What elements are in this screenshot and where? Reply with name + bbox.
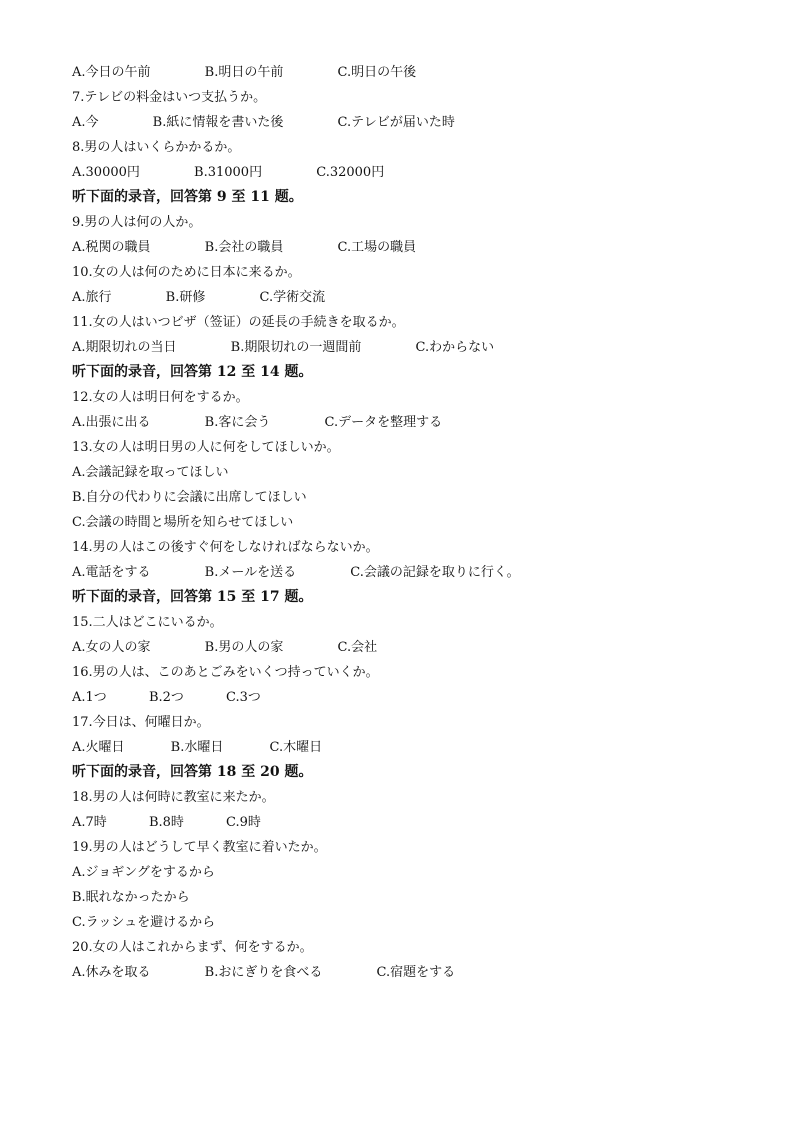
q16-question: 16.男の人は、このあとごみをいくつ持っていくか。 [72, 665, 379, 680]
q9-option-c: C.工場の職員 [337, 240, 417, 255]
q18-option-b: B.8時 [148, 815, 184, 830]
q19-question: 19.男の人はどうして早く教室に着いたか。 [72, 840, 327, 855]
q12-question: 12.女の人は明日何をするか。 [72, 390, 249, 405]
q16-options [72, 687, 752, 712]
q15-options [72, 637, 752, 662]
q8-option-c: C.32000円 [316, 165, 385, 180]
q16-option-a: A.1つ [72, 690, 107, 705]
q17-question: 17.今日は、何曜日か。 [72, 715, 210, 730]
q8-options [72, 162, 752, 187]
q19-option-b: B.眠れなかったから [72, 890, 190, 905]
q7-option-b: B.紙に情報を書いた後 [152, 115, 284, 130]
q9-options [72, 237, 752, 262]
q12-option-c: C.データを整理する [324, 415, 443, 430]
q17-option-b: B.水曜日 [170, 740, 224, 755]
q9-option-b: B.会社の職員 [204, 240, 284, 255]
q16-option-c: C.3つ [226, 690, 261, 705]
q6-option-c: C.明日の午後 [337, 65, 417, 80]
q18-option-c: C.9時 [226, 815, 261, 830]
q12-option-a: A.出張に出る [72, 415, 151, 430]
section-heading-15-17: 听下面的录音，回答第 15 至 17 题。 [72, 589, 313, 605]
q14-option-c: C.会議の記録を取りに行く。 [350, 565, 520, 580]
q13-option-a: A.会議記録を取ってほしい [72, 465, 229, 480]
q8-option-b: B.31000円 [194, 165, 263, 180]
section-heading-18-20: 听下面的录音，回答第 18 至 20 题。 [72, 764, 313, 780]
q10-question: 10.女の人は何のために日本に来るか。 [72, 265, 301, 280]
q17-option-a: A.火曜日 [72, 740, 125, 755]
q18-option-a: A.7時 [72, 815, 107, 830]
q9-question: 9.男の人は何の人か。 [72, 215, 202, 230]
q10-option-a: A.旅行 [72, 290, 112, 305]
q20-option-c: C.宿題をする [376, 965, 456, 980]
q10-options [72, 287, 752, 312]
section-heading-9-11: 听下面的录音，回答第 9 至 11 题。 [72, 189, 303, 205]
q7-option-a: A.今 [72, 115, 99, 130]
q6-option-a: A.今日の午前 [72, 65, 151, 80]
q11-option-c: C.わからない [415, 340, 495, 355]
q15-question: 15.二人はどこにいるか。 [72, 615, 223, 630]
question-list [72, 62, 752, 987]
q14-question: 14.男の人はこの後すぐ何をしなければならないか。 [72, 540, 379, 555]
q18-question: 18.男の人は何時に教室に来たか。 [72, 790, 275, 805]
q8-question: 8.男の人はいくらかかるか。 [72, 140, 241, 155]
q9-option-a: A.税関の職員 [72, 240, 151, 255]
q13-option-c: C.会議の時間と場所を知らせてほしい [72, 515, 294, 530]
q18-options [72, 812, 752, 837]
q16-option-b: B.2つ [148, 690, 184, 705]
q7-option-c: C.テレビが届いた時 [337, 115, 455, 130]
q10-option-b: B.研修 [165, 290, 206, 305]
q20-options [72, 962, 752, 987]
q10-option-c: C.学術交流 [259, 290, 326, 305]
q17-option-c: C.木曜日 [269, 740, 323, 755]
q15-option-b: B.男の人の家 [204, 640, 284, 655]
q19-option-c: C.ラッシュを避けるから [72, 915, 216, 930]
q12-options [72, 412, 752, 437]
q14-options [72, 562, 752, 587]
q8-option-a: A.30000円 [72, 165, 140, 180]
q6-option-b: B.明日の午前 [204, 65, 284, 80]
q13-option-b: B.自分の代わりに会議に出席してほしい [72, 490, 307, 505]
q20-question: 20.女の人はこれからまず、何をするか。 [72, 940, 313, 955]
q11-option-a: A.期限切れの当日 [72, 340, 177, 355]
q11-option-b: B.期限切れの一週間前 [230, 340, 362, 355]
q14-option-b: B.メールを送る [204, 565, 297, 580]
q11-options [72, 337, 752, 362]
q20-option-a: A.休みを取る [72, 965, 151, 980]
q13-question: 13.女の人は明日男の人に何をしてほしいか。 [72, 440, 340, 455]
q12-option-b: B.客に会う [204, 415, 271, 430]
q19-option-a: A.ジョギングをするから [72, 865, 215, 880]
q11-question: 11.女の人はいつビザ（签证）の延長の手続きを取るか。 [72, 315, 405, 330]
q6-options [72, 62, 752, 87]
q7-options [72, 112, 752, 137]
q14-option-a: A.電話をする [72, 565, 151, 580]
q20-option-b: B.おにぎりを食べる [204, 965, 323, 980]
q15-option-c: C.会社 [337, 640, 378, 655]
q7-question: 7.テレビの料金はいつ支払うか。 [72, 90, 267, 105]
q17-options [72, 737, 752, 762]
q15-option-a: A.女の人の家 [72, 640, 151, 655]
section-heading-12-14: 听下面的录音，回答第 12 至 14 题。 [72, 364, 313, 380]
